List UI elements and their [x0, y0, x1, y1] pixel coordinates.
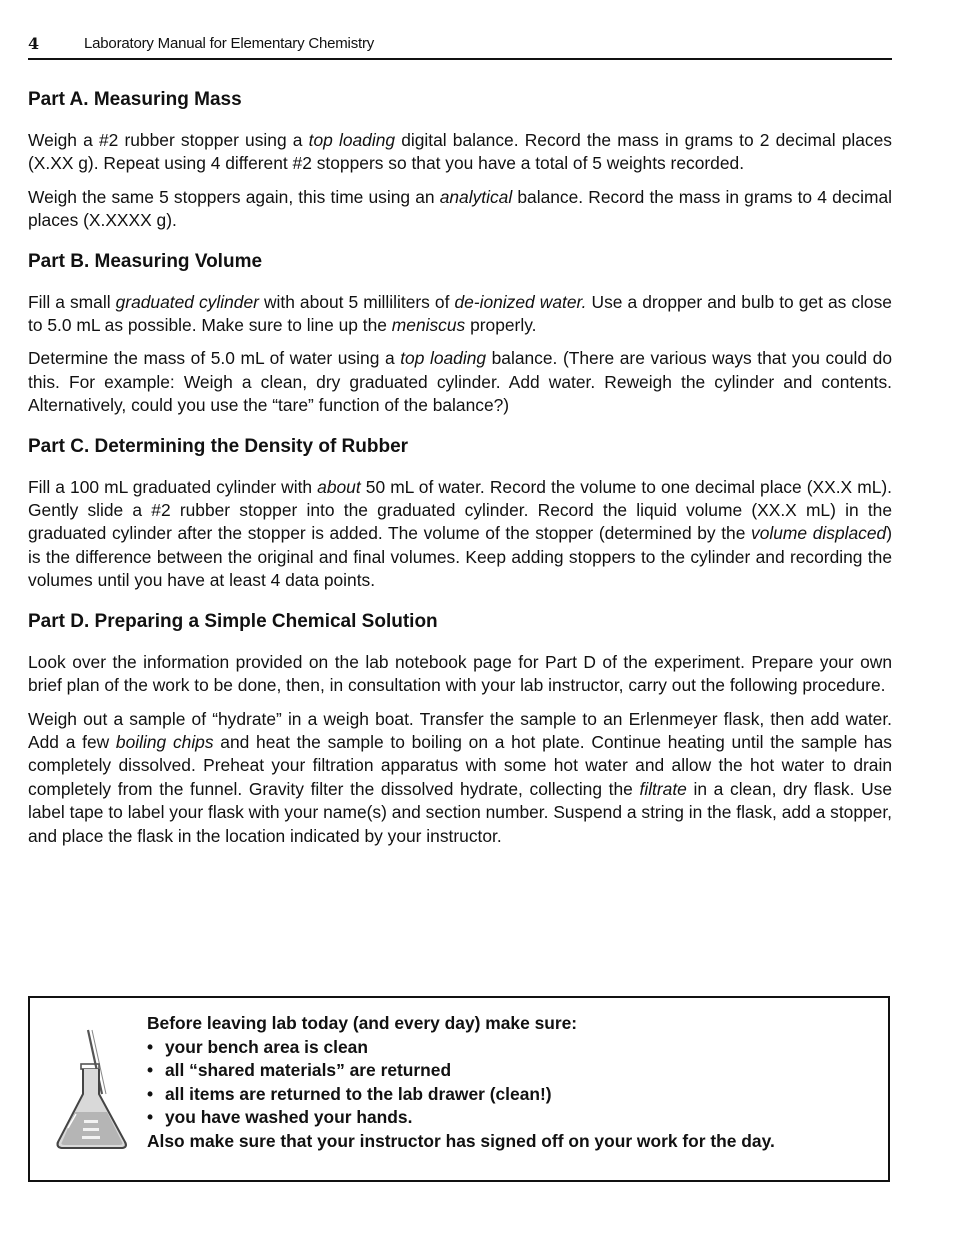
- page-number: 4: [28, 34, 40, 53]
- reminder-checklist: [147, 1036, 775, 1130]
- text-run: Weigh out a sample of “hydrate” in a weigh boat. Transfer the sample to an Erlenmeyer flask, then add water. Add a few: [28, 708, 892, 752]
- italic-term: meniscus: [391, 315, 466, 336]
- main-content: [28, 88, 892, 858]
- checklist-item: • you have washed your hands.: [147, 1106, 775, 1130]
- text-run: Determine the mass of 5.0 mL of water using a: [28, 348, 401, 369]
- italic-term: filtrate: [639, 778, 687, 799]
- checklist-item: • your bench area is clean: [147, 1036, 775, 1060]
- section-part-a: [28, 88, 892, 233]
- section-heading: Part C. Determining the Density of Rubber: [28, 435, 409, 457]
- italic-term: analytical: [439, 186, 513, 207]
- text-run: Fill a 100 mL graduated cylinder with: [28, 476, 318, 497]
- text-run: balance. Record the mass in grams to 4 decimal places (X.XXXX g).: [28, 186, 892, 231]
- reminder-text: [147, 1012, 775, 1153]
- erlenmeyer-flask-icon: [50, 1028, 136, 1154]
- running-header: [28, 34, 892, 60]
- italic-term: boiling chips: [115, 731, 214, 752]
- section-heading: Part B. Measuring Volume: [28, 250, 263, 272]
- reminder-box: [28, 996, 890, 1182]
- italic-term: top loading: [308, 130, 396, 150]
- text-run: balance. (There are various ways that you could do this. For example: Weigh a clean, dry graduated cylinder. Add water. Reweigh the cylinder and contents. Alternatively, could you use the “tare” function of the balance?): [28, 348, 892, 416]
- paragraph: [28, 347, 892, 417]
- book-title: Laboratory Manual for Elementary Chemistry: [84, 35, 375, 52]
- paragraph: [28, 129, 892, 176]
- text-run: and heat the sample to boiling on a hot plate. Continue heating until the sample has completely dissolved. Preheat your filtration apparatus with some hot water and allow the hot water to drain completely from the funnel. Gravity filter the dissolved hydrate, collecting the: [28, 731, 892, 799]
- paragraph: [28, 291, 892, 338]
- text-run: digital balance. Record the mass in grams to 2 decimal places (X.XX g). Repeat using 4 different #2 stoppers so that you have a total of 5 weights recorded.: [28, 130, 892, 174]
- paragraph: [28, 476, 892, 593]
- reminder-closing: Also make sure that your instructor has signed off on your work for the day.: [147, 1130, 775, 1151]
- italic-term: volume displaced: [751, 523, 887, 544]
- text-run: with about 5 milliliters of: [258, 291, 455, 312]
- paragraph: [28, 708, 892, 848]
- text-run: Look over the information provided on the lab notebook page for Part D of the experiment. Prepare your own brief plan of the work to be done, then, in consultation with your lab instructor, carry out the following procedure.: [28, 651, 892, 696]
- section-part-c: [28, 435, 892, 593]
- text-run: Weigh the same 5 stoppers again, this time using an: [28, 186, 440, 207]
- italic-term: graduated cylinder: [115, 291, 259, 312]
- section-heading: Part A. Measuring Mass: [28, 89, 242, 110]
- italic-term: top loading: [400, 348, 487, 369]
- italic-term: de-ionized water.: [454, 291, 587, 312]
- paragraph: [28, 186, 892, 233]
- paragraph: [28, 651, 892, 698]
- text-run: properly.: [465, 315, 537, 336]
- italic-term: about: [317, 476, 361, 497]
- text-run: Fill a small: [28, 291, 116, 312]
- section-part-b: [28, 250, 892, 418]
- checklist-item: • all “shared materials” are returned: [147, 1059, 775, 1083]
- text-run: ) is the difference between the original and final volumes. Keep adding stoppers to the cylinder and recording the volumes until you have at least 4 data points.: [28, 523, 892, 591]
- checklist-item: • all items are returned to the lab drawer (clean!): [147, 1083, 775, 1107]
- section-part-d: [28, 610, 892, 848]
- reminder-intro: Before leaving lab today (and every day) make sure:: [147, 1013, 578, 1033]
- section-heading: Part D. Preparing a Simple Chemical Solution: [28, 610, 438, 632]
- text-run: in a clean, dry flask. Use label tape to label your flask with your name(s) and section number. Suspend a string in the flask, add a stopper, and place the flask in the location indicated by your instructor.: [28, 778, 893, 846]
- text-run: Use a dropper and bulb to get as close to 5.0 mL as possible. Make sure to line up the: [28, 291, 892, 336]
- text-run: Weigh a #2 rubber stopper using a: [28, 130, 309, 150]
- text-run: 50 mL of water. Record the volume to one decimal place (XX.X mL). Gently slide a #2 rubber stopper into the graduated cylinder. Record the liquid volume (XX.X mL) in the graduated cylinder after the stopper is added. The volume of the stopper (determined by the: [28, 476, 892, 544]
